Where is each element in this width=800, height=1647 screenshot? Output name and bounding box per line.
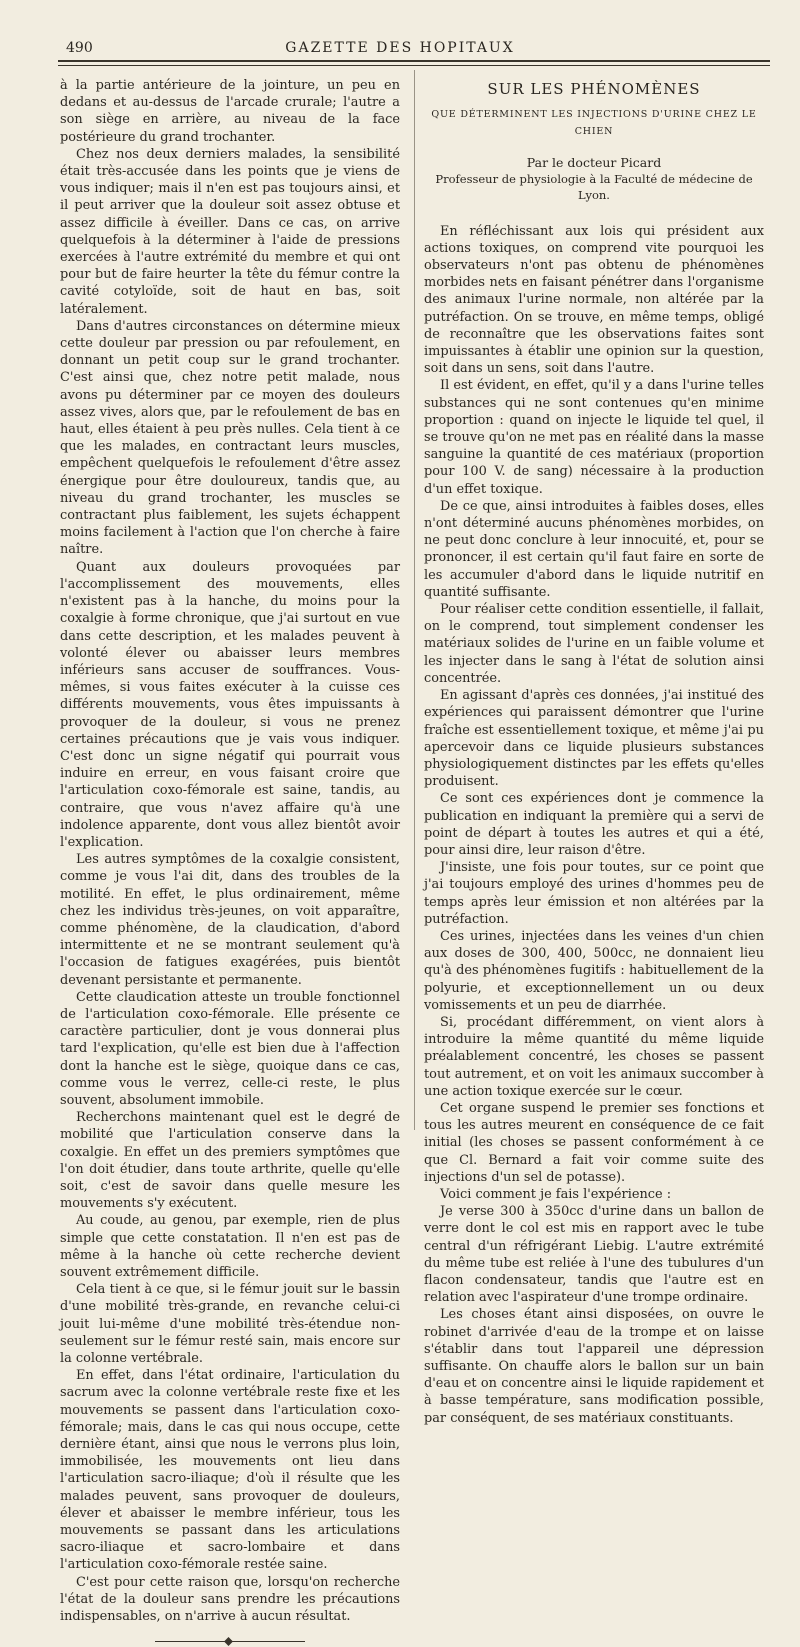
paragraph: C'est pour cette raison que, lorsqu'on recherche l'état de la douleur sans prendre les précautions indispensables, on n'arrive à aucun résultat. <box>60 1574 400 1625</box>
paragraph: En effet, dans l'état ordinaire, l'articulation du sacrum avec la colonne vertébrale reste fixe et les mouvements se passent dans l'articulation coxo-fémorale; mais, dans le cas qui nous occupe, cette dernière étant, ainsi que nous le verrons plus loin, immobilisée, les mouvements ont lieu dans l'articulation sacro-iliaque; d'où il résulte que les malades peuvent, sans provoquer de douleurs, élever et abaisser le membre inférieur, tous les mouvements se passant dans les articulations sacro-iliaque et sacro-lombaire et dans l'articulation coxo-fémorale restée saine. <box>60 1368 400 1573</box>
paragraph: Si, procédant différemment, on vient alors à introduire la même quantité du même liquide préalablement concentré, les choses se passent tout autrement, et on voit les animaux succomber à une action toxique exercée sur le cœur. <box>424 1014 764 1099</box>
paragraph: Les choses étant ainsi disposées, on ouvre le robinet d'arrivée d'eau de la trompe et on laisse s'établir dans tout l'appareil une dépression suffisante. On chauffe alors le ballon sur un bain d'eau et on concentre ainsi le liquide rapidement et à basse température, sans modification possible, par conséquent, de ses matériaux constituants. <box>424 1307 764 1426</box>
paragraph: En réfléchissant aux lois qui président aux actions toxiques, on comprend vite pourquoi les observateurs n'ont pas obtenu de phénomènes morbides nets en faisant pénétrer dans l'organisme des animaux l'urine normale, non altérée par la putréfaction. On se trouve, en même temps, obligé de reconnaître que les observations faites sont impuissantes à établir une opinion sur la question, soit dans un sens, soit dans l'autre. <box>424 223 764 377</box>
paragraph: Voici comment je fais l'expérience : <box>440 1186 672 1202</box>
section-end-ornament <box>155 1637 305 1647</box>
paragraph: J'insiste, une fois pour toutes, sur ce point que j'ai toujours employé des urines d'hommes peu de temps après leur émission et non altérées par la putréfaction. <box>424 860 764 927</box>
paragraph: De ce que, ainsi introduites à faibles doses, elles n'ont déterminé aucuns phénomènes morbides, on ne peut donc conclure à leur innocuité, et, pour se prononcer, il est certain qu'il faut faire en sorte de les accumuler d'abord dans le liquide nutritif en quantité suffisante. <box>424 498 764 600</box>
paragraph: En agissant d'après ces données, j'ai institué des expériences qui paraissent démontrer que l'urine fraîche est essentiellement toxique, et même j'ai pu apercevoir dans ce liquide plusieurs substances physiologiquement distinctes par les effets qu'elles produisent. <box>424 688 764 790</box>
header-rule-thin <box>58 65 770 66</box>
paragraph: Ces urines, injectées dans les veines d'un chien aux doses de 300, 400, 500cc, ne donnaient lieu qu'à des phénomènes fugitifs : habituellement de la polyurie, et exceptionnellement un ou deux vomissements et un peu de diarrhée. <box>424 928 764 1013</box>
right-column <box>424 77 764 1427</box>
byline: Par le docteur Picard <box>526 154 662 170</box>
paragraph: Les autres symptômes de la coxalgie consistent, comme je vous l'ai dit, dans des troubles de la motilité. En effet, le plus ordinairement, même chez les individus très-jeunes, on voit apparaître, comme phénomène, de la claudication, d'abord intermittente et ne se montrant seulement qu'à l'occasion de fatigues exagérées, puis bientôt devenant persistante et permanente. <box>60 852 400 988</box>
author-affiliation: Professeur de physiologie à la Faculté de médecine de Lyon. <box>435 171 753 202</box>
article-subtitle: QUE DÉTERMINENT LES INJECTIONS D'URINE CHEZ LE CHIEN <box>431 109 757 138</box>
left-column <box>60 77 400 1647</box>
paragraph: Au coude, au genou, par exemple, rien de plus simple que cette constatation. Il n'en est pas de même à la hanche où cette recherche devient souvent extrêmement difficile. <box>60 1213 400 1281</box>
paragraph: Cela tient à ce que, si le fémur jouit sur le bassin d'une mobilité très-grande, en revanche celui-ci jouit lui-même d'une mobilité très-étendue non-seulement sur le fémur resté sain, mais encore sur la colonne vertébrale. <box>60 1282 400 1367</box>
running-title: GAZETTE DES HOPITAUX <box>285 40 515 56</box>
paragraph: Cette claudication atteste un trouble fonctionnel de l'articulation coxo-fémorale. Elle présente ce caractère particulier, dont je vous donnerai plus tard l'explication, qu'elle est bien due à l'affection dont la hanche est le siège, quoique dans ce cas, comme vous le verrez, celle-ci reste, le plus souvent, absolument immobile. <box>60 989 400 1108</box>
paragraph: Cet organe suspend le premier ses fonctions et tous les autres meurent en conséquence de ce fait initial (les choses se passent conformément à ce que Cl. Bernard a fait voir comme suite des injections d'un sel de potasse). <box>424 1100 764 1185</box>
paragraph: à la partie antérieure de la jointure, un peu en dedans et au-dessus de l'arcade crurale; l'autre a son siège en arrière, au niveau de la face postérieure du grand trochanter. <box>60 78 400 145</box>
page-number: 490 <box>66 40 93 56</box>
article-title: SUR LES PHÉNOMÈNES <box>487 80 701 98</box>
paragraph: Quant aux douleurs provoquées par l'accomplissement des mouvements, elles n'existent pas à la hanche, du moins pour la coxalgie à forme chronique, que j'ai surtout en vue dans cette description, et les malades peuvent à volonté élever ou abaisser leurs membres inférieurs sans accuser de souffrances. Vous-mêmes, si vous faites exécuter à la cuisse ces différents mouvements, vous êtes impuissants à provoquer de la douleur, si vous ne prenez certaines précautions que je vais vous indiquer. C'est donc un signe négatif qui pourrait vous induire en erreur, en vous faisant croire que l'articulation coxo-fémorale est saine, tandis, au contraire, que vous n'avez affaire qu'à une indolence apparente, dont vous allez bientôt avoir l'explication. <box>60 559 400 850</box>
paragraph: Il est évident, en effet, qu'il y a dans l'urine telles substances qui ne sont contenues qu'en minime proportion : quand on injecte le liquide tel quel, il se trouve qu'on ne met pas en réalité dans la masse sanguine la quantité de ces matériaux (proportion pour 100 V. de sang) nécessaire à la production d'un effet toxique. <box>424 378 764 497</box>
paragraph: Chez nos deux derniers malades, la sensibilité était très-accusée dans les points que je viens de vous indiquer; mais il n'en est pas toujours ainsi, et il peut arriver que la douleur soit assez obtuse et assez difficile à éveiller. Dans ce cas, on arrive quelquefois à la déterminer à l'aide de pressions exercées à l'autre extrémité du membre et qui ont pour but de faire heurter la tête du fémur contre la cavité cotyloïde, soit de haut en bas, soit latéralement. <box>60 146 400 317</box>
column-divider <box>414 70 415 1130</box>
header-rule <box>58 60 770 62</box>
paragraph: Je verse 300 à 350cc d'urine dans un ballon de verre dont le col est mis en rapport avec le tube central d'un réfrigérant Liebig. L'autre extrémité du même tube est reliée à l'une des tubulures d'un flacon condensateur, tandis que l'autre est en relation avec l'aspirateur d'une trompe ordinaire. <box>424 1204 764 1306</box>
paragraph: Ce sont ces expériences dont je commence la publication en indiquant la première qui a servi de point de départ à toutes les autres et qui a été, pour ainsi dire, leur raison d'être. <box>424 791 764 858</box>
paragraph: Dans d'autres circonstances on détermine mieux cette douleur par pression ou par refoulement, en donnant un petit coup sur le grand trochanter. C'est ainsi que, chez notre petit malade, nous avons pu déterminer par ce moyen des douleurs assez vives, alors que, par le refoulement de bas en haut, elles étaient à peu près nulles. Cela tient à ce que les malades, en contractant leurs muscles, empêchent quelquefois le refoulement d'être assez énergique pour être douloureux, tandis que, au niveau du grand trochanter, les muscles se contractant plus faiblement, les sujets échappent moins facilement à l'action que l'on cherche à faire naître. <box>60 318 400 558</box>
paragraph: Recherchons maintenant quel est le degré de mobilité que l'articulation conserve dans la coxalgie. En effet un des premiers symptômes que l'on doit étudier, dans toute arthrite, quelle qu'elle soit, c'est de savoir dans quelle mesure les mouvements s'y exécutent. <box>60 1110 400 1212</box>
paragraph: Pour réaliser cette condition essentielle, il fallait, on le comprend, tout simplement condenser les matériaux solides de l'urine en un faible volume et les injecter dans le sang à l'état de solution ainsi concentrée. <box>424 602 764 686</box>
